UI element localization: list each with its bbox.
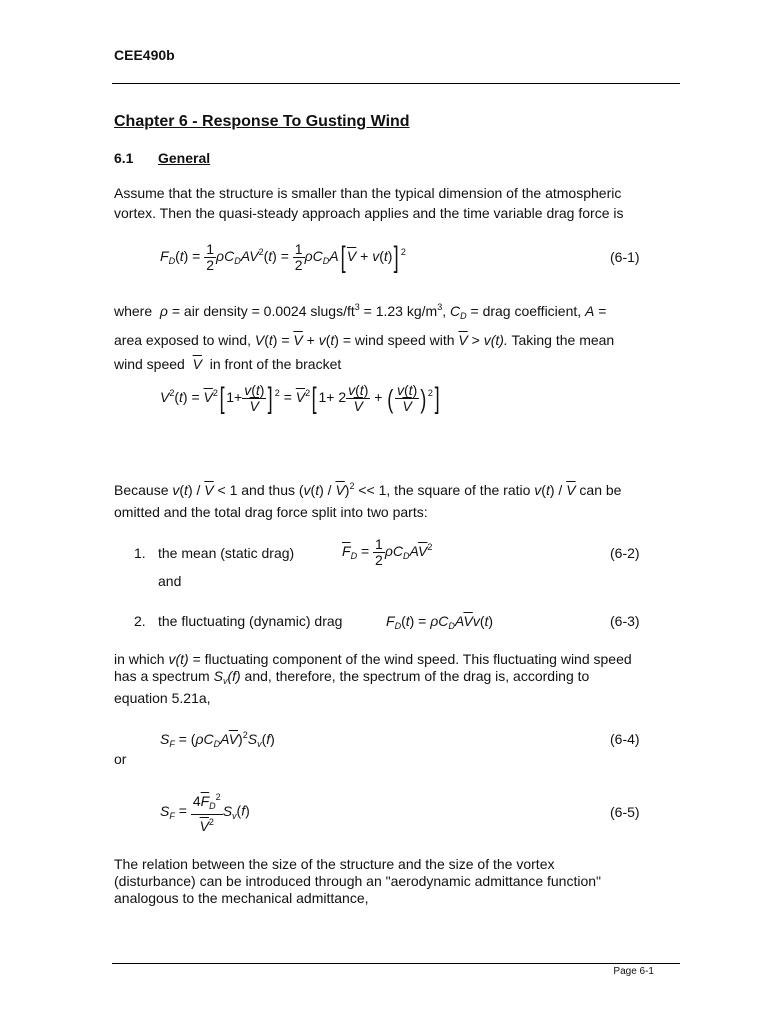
paragraph-line: omitted and the total drag force split into two parts: (114, 504, 428, 520)
paragraph-intro (114, 183, 674, 223)
paragraph-line: Because $v(t) / \overline{V} < 1$ and thus $(v(t) / \overline{V})^2 << 1$, the square of the ratio $v(t) / \overline{V}$ can be (114, 481, 622, 498)
chapter-title: Chapter 6 - Response To Gusting Wind (114, 113, 410, 130)
paragraph-definitions (114, 295, 674, 376)
equation-velocity-squared: $V^2(t) = \overline{V}^2$[ 1+ $\frac{v(t)}{V}$ ] $^2 = \overline{V}^2$[ 1+ 2 $\frac{v(t)}{V}$ + ( $\frac{v(t)}{V}$ )$^2$] (160, 381, 440, 415)
paragraph-line: The relation between the size of the structure and the size of the vortex (114, 856, 555, 872)
list-number: 1. (134, 545, 146, 561)
section-title: General (158, 150, 211, 166)
paragraph-line: Assume that the structure is smaller than the typical dimension of the atmospheric (114, 185, 622, 201)
equation-6-1: $F_D(t)$ = $\frac{1}{2}$ $\rho C_DAV^2(t)$ = $\frac{1}{2}$ $\rho C_DA$[ $\overline{V} + v(t)$] $^2$ (160, 240, 406, 274)
paragraph-line: analogous to the mechanical admittance, (114, 890, 369, 906)
equation-6-2: $\overline{F}_D$ = $\frac{1}{2}$ $\rho C_DA\overline{V}^2$ (342, 536, 433, 568)
paragraph-line: has a spectrum $S_v(f)$ and, therefore, the spectrum of the drag is, according to (114, 668, 590, 686)
list-item-text: the mean (static drag) (158, 545, 295, 561)
paragraph-line: (disturbance) can be introduced through an "aerodynamic admittance function" (114, 873, 602, 889)
equation-number: (6-3) (610, 613, 640, 629)
list-connector: and (158, 573, 182, 589)
connector-or: or (114, 751, 127, 767)
section-number: 6.1 (114, 150, 134, 166)
page-number: Page 6-1 (613, 966, 654, 977)
paragraph-line: area exposed to wind, $V(t) = \overline{V} + v(t)$ = wind speed with $\overline{V} > v(t)$. Taking the mean (114, 332, 615, 348)
equation-number: (6-2) (610, 545, 640, 561)
equation-number: (6-1) (610, 249, 640, 265)
equation-6-4: $S_F = (\rho C_DA\overline{V})^2S_v(f)$ (160, 730, 275, 749)
paragraph-spectrum (114, 651, 674, 707)
list-number: 2. (134, 613, 146, 629)
equation-number: (6-4) (610, 731, 640, 747)
course-header: CEE490b (114, 47, 175, 63)
header-rule (112, 83, 680, 84)
paragraph-because (114, 475, 674, 523)
equation-6-5: $S_F$ = $\frac{4\overline{F}_D^2}{\overline{V}^2}$ $S_v(f)$ (160, 792, 250, 834)
paragraph-line: equation 5.21a, (114, 690, 211, 706)
paragraph-admittance (114, 856, 674, 907)
equation-6-3: $F_D(t) = \rho C_DA\overline{V}v(t)$ (386, 613, 494, 631)
equation-number: (6-5) (610, 804, 640, 820)
paragraph-line: in which v(t) = fluctuating component of the wind speed. This fluctuating wind speed (114, 651, 632, 667)
section-heading (114, 150, 210, 166)
footer-rule (112, 963, 680, 964)
paragraph-line: vortex. Then the quasi-steady approach applies and the time variable drag force is (114, 205, 624, 221)
paragraph-line: where ρ = air density = 0.0024 slugs/$ft^3 = 1.23$ $kg/m^3$, $C_D$ = drag coefficient, A = (114, 302, 607, 321)
list-item-text: the fluctuating (dynamic) drag (158, 613, 343, 629)
paragraph-line: wind speed $\overline{V}$ in front of the bracket (114, 356, 342, 372)
